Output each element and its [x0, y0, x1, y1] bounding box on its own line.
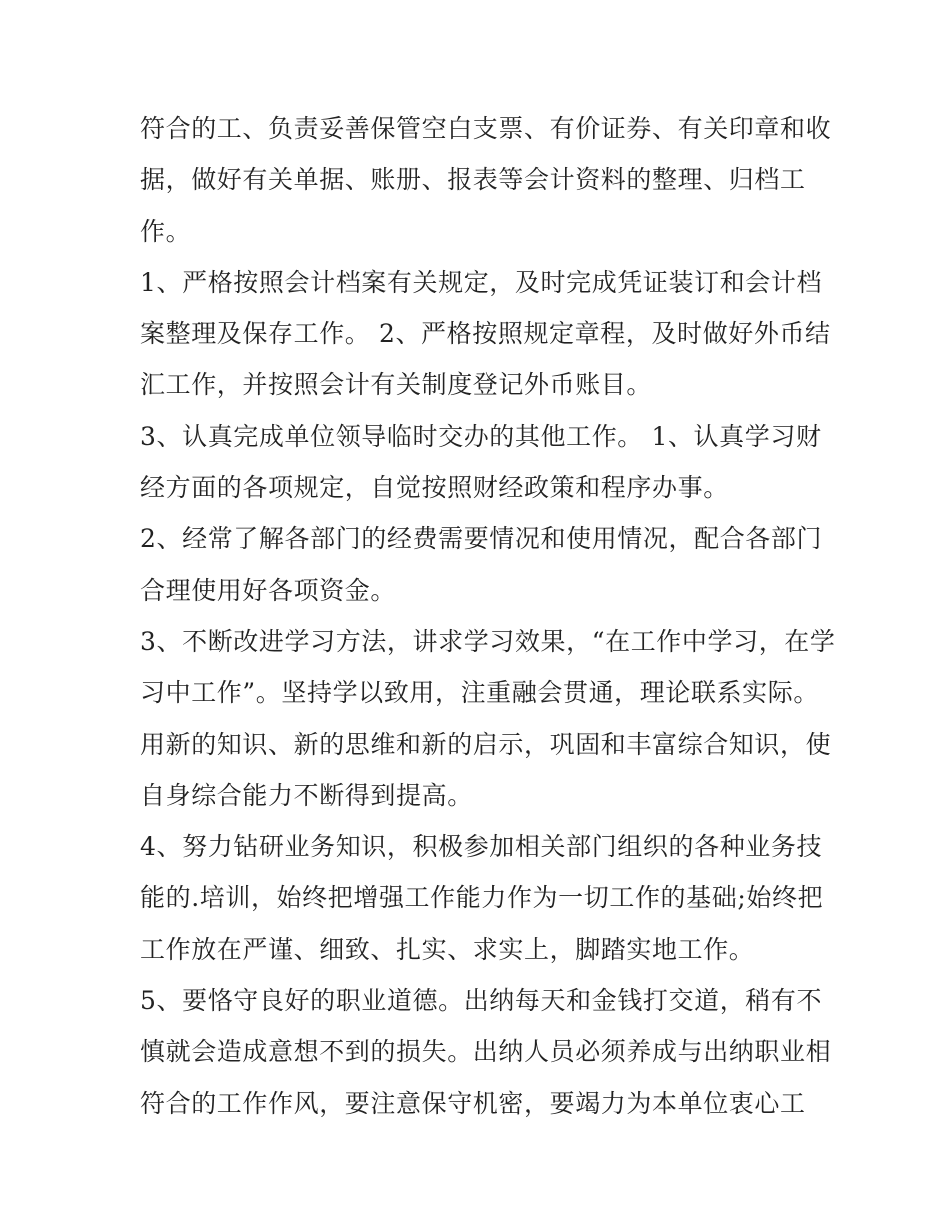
- paragraph-4: [140, 513, 823, 616]
- paragraph-6: [140, 821, 824, 975]
- text-line: 工作放在严谨、细致、扎实、求实上，脚踏实地工作。: [140, 934, 755, 964]
- document-body: [140, 103, 836, 1129]
- text-line: 据，做好有关单据、账册、报表等会计资料的整理、归档工: [140, 165, 806, 195]
- text-line: 用新的知识、新的思维和新的启示，巩固和丰富综合知识，使: [140, 729, 832, 759]
- text-line: 3、认真完成单位领导临时交办的其他工作。 1、认真学习财: [140, 421, 822, 451]
- paragraph-5: [140, 616, 836, 821]
- text-line: 经方面的各项规定，自觉按照财经政策和程序办事。: [140, 473, 729, 503]
- text-line: 汇工作，并按照会计有关制度登记外币账目。: [140, 370, 653, 400]
- text-line: 作。: [140, 216, 192, 246]
- text-line: 2、经常了解各部门的经费需要情况和使用情况，配合各部门: [140, 524, 823, 554]
- text-line: 符合的工、负责妥善保管空白支票、有价证券、有关印章和收: [140, 114, 832, 143]
- paragraph-2: [140, 257, 831, 411]
- paragraph-1: [140, 103, 832, 257]
- text-line: 3、不断改进学习方法，讲求学习效果，“在工作中学习，在学: [140, 626, 836, 656]
- text-line: 符合的工作作风，要注意保守机密，要竭力为本单位衷心工: [140, 1088, 806, 1118]
- text-line: 习中工作”。坚持学以致用，注重融会贯通，理论联系实际。: [140, 678, 819, 708]
- text-line: 1、严格按照会计档案有关规定，及时完成凭证装订和会计档: [140, 267, 823, 297]
- text-line: 案整理及保存工作。 2、严格按照规定章程，及时做好外币结: [140, 319, 831, 349]
- paragraph-3: [140, 411, 820, 514]
- text-line: 5、要恪守良好的职业道德。出纳每天和金钱打交道，稍有不: [140, 986, 823, 1016]
- text-line: 合理使用好各项资金。: [140, 575, 397, 605]
- text-line: 4、努力钻研业务知识，积极参加相关部门组织的各种业务技: [140, 832, 823, 862]
- text-line: 能的.培训，始终把增强工作能力作为一切工作的基础;始终把: [140, 883, 824, 913]
- text-line: 自身综合能力不断得到提高。: [140, 780, 473, 810]
- paragraph-7: [140, 975, 832, 1129]
- text-line: 慎就会造成意想不到的损失。出纳人员必须养成与出纳职业相: [140, 1037, 832, 1067]
